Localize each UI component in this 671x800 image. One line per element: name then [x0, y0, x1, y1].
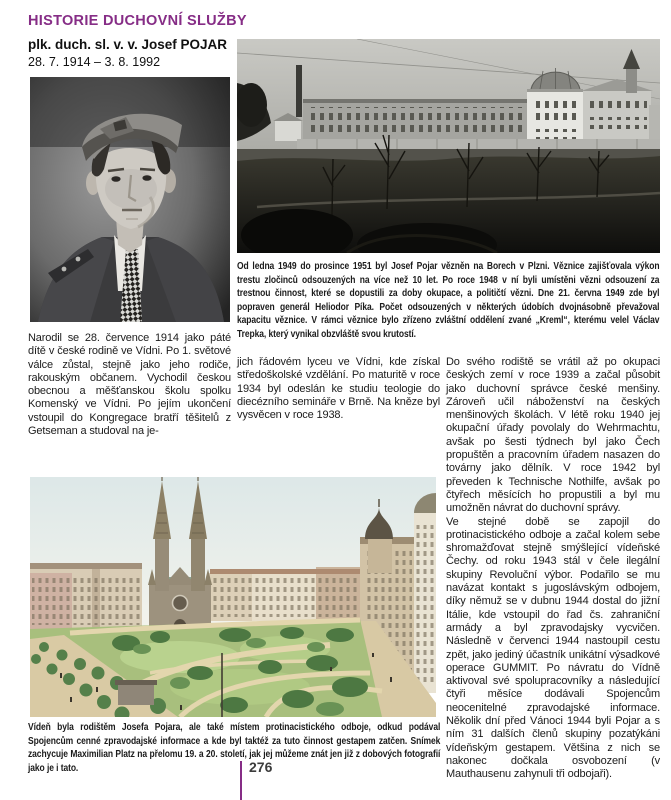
vienna-photo-art — [30, 477, 436, 717]
paragraph: Do svého rodiště se vrátil až po okupaci českých zemí v roce 1939 a začal působit jako duchovní správce české menšiny. Zároveň učil náboženství na českých menšinových školách. V létě roku 1940 jej okupační úřady povolaly do Wehrmachtu, avšak po šesti týdnech byl jako Čech propuštěn a pracovním úřadem nasazen do továrny jako dělník. V roce 1942 byl převeden k Technische Nothilfe, avšak po čtyřech měsících ho propustili a byl mu umožněn návrat do duchovní správy. — [446, 356, 660, 515]
officer-name: plk. duch. sl. v. v. Josef POJAR — [28, 37, 228, 52]
paragraph: Narodil se 28. července 1914 jako páté dítě v české rodině ve Vídni. Po 1. světové válce zůstal, stejně jako jeho rodiče, rakouským občanem. Vychodil českou obecnou a měšťanskou školu spolku Komenský ve Vídni. Po jejím ukončení vstoupil do Kongregace bratří těšitelů z Getseman a studoval na je- — [28, 332, 231, 438]
body-column-1 — [28, 332, 231, 438]
prison-photo-caption: Od ledna 1949 do prosince 1951 byl Josef Pojar vězněn na Borech v Plzni. Věznice zajišťovala výkon trestu zločinců odsouzených na více než 10 let. Po roce 1948 v ní byli umístěni vězni odsouzení za trestnou činnost, které se dopustili za doby okupace, a političtí vězni. Dne 21. června 1949 zde byl popraven generál Heliodor Píka. Počet odsouzených v některých údobích dvojnásobně převažoval kapacitu věznice. V rámci věznice bylo zřízeno zvláštní oddělení zvané „Kreml“, kterému velel Václav Trepka, který vynikal obzvláště svou krutostí. — [237, 261, 660, 340]
page-number-rule — [240, 761, 242, 800]
portrait-photo — [30, 77, 230, 322]
paragraph: Ve stejné době se zapojil do protinacistického odboje a začal kolem sebe shromažďovat stejně smýšlející vídeňské Čechy. od roku 1943 stál v čele ilegální skupiny Revoluční výbor. Podařilo se mu navázat kontakt s jugoslávským odbojem, díky němuž se v dubnu 1944 dostal do jižní Itálie, kde vstoupil do řad čs. zahraniční armády a byl zpravodajsky vycvičen. Následně v červenci 1944 nastoupil cestu zpět, jako jediný účastník unikátní výsadkové operace GUMMIT. Po návratu do Vídně aktivoval své spolupracovníky a následující čtyři měsíce dodávali Spojencům neocenitelné zpravodajské informace. Několik dní před Vánoci 1944 byli Pojar a s ním 31 dalších členů skupiny pozatýkáni vídeňským gestapem. Většina z nich se nakonec dočkala osvobození (v Mauthausenu zahynuli tři odbojaři). — [446, 515, 660, 781]
prison-photo — [237, 39, 660, 253]
vienna-photo — [30, 477, 436, 717]
portrait-photo-art — [30, 77, 230, 322]
page-number: 276 — [249, 759, 273, 775]
paragraph: jich řádovém lyceu ve Vídni, kde získal středoškolské vzdělání. Po maturitě v roce 1934 byl odeslán ke studiu teologie do diecézního semináře v Brně. Na kněze byl vysvěcen v roce 1938. — [237, 356, 440, 422]
body-column-2 — [237, 356, 440, 422]
officer-dates: 28. 7. 1914 – 3. 8. 1992 — [28, 55, 161, 69]
page-header: HISTORIE DUCHOVNÍ SLUŽBY — [28, 13, 247, 29]
prison-photo-art — [237, 39, 660, 253]
vienna-photo-caption: Vídeň byla rodištěm Josefa Pojara, ale také místem protinacistického odboje, odkud podával Spojencům cenné zpravodajské informace a kde byl taktéž za tuto činnost gestapem zatčen. Snímek zachycuje Maximilian Platz na přelomu 19. a 20. století, jak jej můžeme znát jen již z dobových fotografií jako je i tato. — [28, 722, 441, 774]
body-column-3 — [446, 356, 660, 782]
